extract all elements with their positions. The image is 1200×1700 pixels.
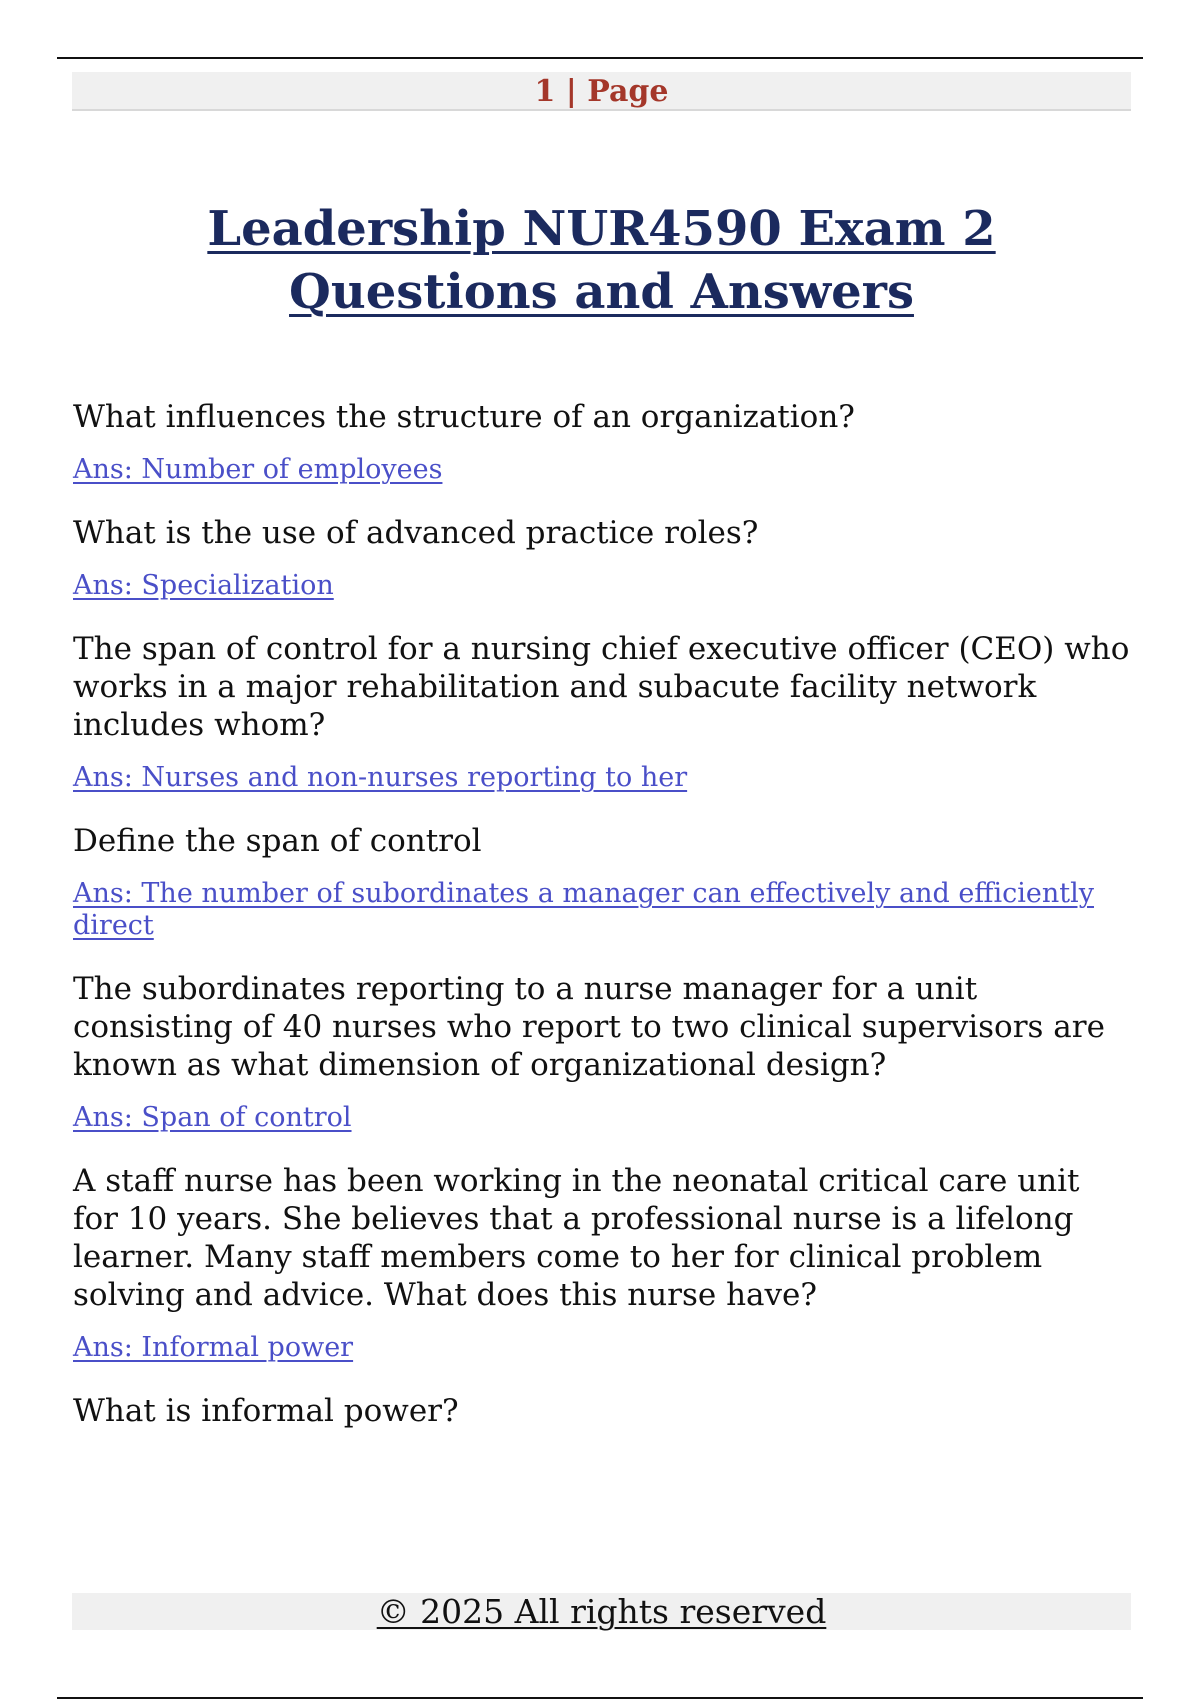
- question: The span of control for a nursing chief executive officer (CEO) who works in a major rehabilitation and subacute facility network includes whom?: [73, 631, 1130, 743]
- qa-item: [73, 398, 1133, 486]
- answer-link[interactable]: Ans: Nurses and non-nurses reporting to her: [73, 762, 688, 793]
- answer-link[interactable]: Ans: The number of subordinates a manager can effectively and efficiently direct: [73, 878, 1094, 941]
- answer-link[interactable]: Ans: Specialization: [73, 570, 334, 601]
- question: What influences the structure of an organization?: [73, 399, 855, 435]
- qa-item: [73, 970, 1133, 1134]
- qa-item: [73, 1392, 1133, 1430]
- page-number: 1 | Page: [534, 74, 669, 109]
- copyright-notice: © 2025 All rights reserved: [376, 1592, 827, 1631]
- top-rule: [57, 57, 1143, 59]
- document-title: Leadership NUR4590 Exam 2 Questions and Answers: [207, 201, 996, 320]
- question: The subordinates reporting to a nurse manager for a unit consisting of 40 nurses who report to two clinical supervisors are known as what dimension of organizational design?: [73, 971, 1105, 1083]
- qa-item: [73, 822, 1133, 942]
- page-header: [72, 72, 1131, 111]
- qa-list: [73, 398, 1133, 1430]
- answer-link[interactable]: Ans: Informal power: [73, 1332, 354, 1363]
- answer-link[interactable]: Ans: Number of employees: [73, 454, 443, 485]
- question: A staff nurse has been working in the neonatal critical care unit for 10 years. She believes that a professional nurse is a lifelong learner. Many staff members come to her for clinical problem solving and advice. What does this nurse have?: [73, 1163, 1080, 1313]
- qa-item: [73, 1162, 1133, 1364]
- question: Define the span of control: [73, 823, 482, 859]
- answer-link[interactable]: Ans: Span of control: [73, 1102, 352, 1133]
- question: What is informal power?: [73, 1393, 459, 1429]
- qa-item: [73, 630, 1133, 794]
- page-footer: [72, 1593, 1131, 1630]
- question: What is the use of advanced practice roles?: [73, 515, 759, 551]
- bottom-rule: [57, 1697, 1143, 1699]
- qa-item: [73, 514, 1133, 602]
